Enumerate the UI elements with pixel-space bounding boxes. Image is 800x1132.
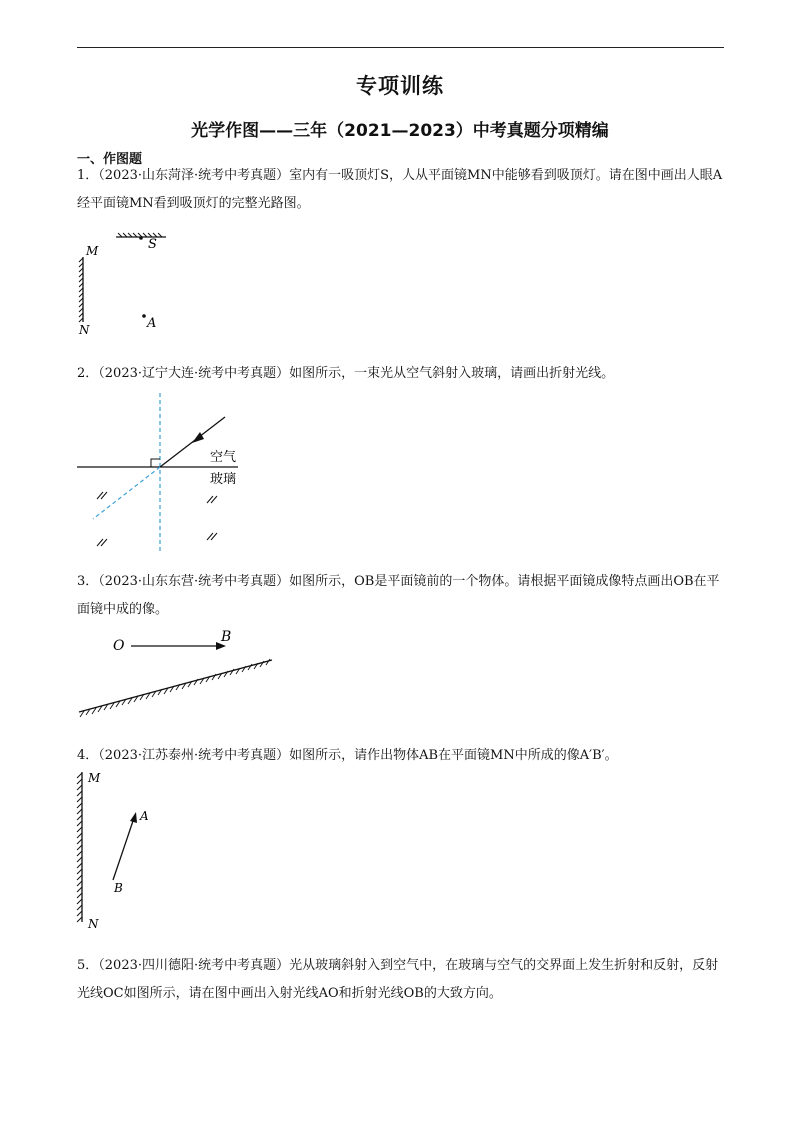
question-1-text: 1．（2023·山东菏泽·统考中考真题）室内有一吸顶灯S，人从平面镜MN中能够看到吸顶灯。请在图中画出人眼A经平面镜MN看到吸顶灯的完整光路图。 [77, 168, 723, 211]
label-air: 空气 [210, 450, 237, 465]
label-glass: 玻璃 [210, 472, 237, 487]
label-s: S [148, 237, 157, 252]
section-heading: 一、作图题 [77, 152, 143, 167]
page-subtitle: 光学作图——三年（2021—2023）中考真题分项精编 [191, 121, 609, 141]
label-a: A [147, 316, 157, 331]
label-m: M [88, 771, 101, 785]
label-b: B [114, 881, 123, 895]
label-m: M [86, 244, 99, 258]
label-a: A [140, 809, 149, 823]
label-n: N [79, 323, 90, 337]
object-ab [113, 818, 134, 880]
question-2-text: 2．（2023·辽宁大连·统考中考真题）如图所示，一束光从空气斜射入玻璃，请画出折射光线。 [77, 366, 615, 381]
page-title: 专项训练 [356, 74, 444, 98]
question-4-text: 4．（2023·江苏泰州·统考中考真题）如图所示，请作出物体AB在平面镜MN中所成的像A′B′。 [77, 748, 618, 763]
label-b: B [221, 629, 232, 645]
mirror-mn-hatch [77, 773, 82, 922]
label-n: N [88, 917, 99, 931]
question-5-text: 5．（2023·四川德阳·统考中考真题）光从玻璃斜射入到空气中，在玻璃与空气的交界面上发生折射和反射，反射光线OC如图所示，请在图中画出入射光线AO和折射光线OB的大致方向。 [77, 958, 719, 1001]
question-3-text: 3．（2023·山东东营·统考中考真题）如图所示，OB是平面镜前的一个物体。请根据平面镜成像特点画出OB在平面镜中成的像。 [77, 574, 720, 617]
object-ab-arrowhead [130, 812, 137, 823]
label-o: O [113, 638, 125, 654]
